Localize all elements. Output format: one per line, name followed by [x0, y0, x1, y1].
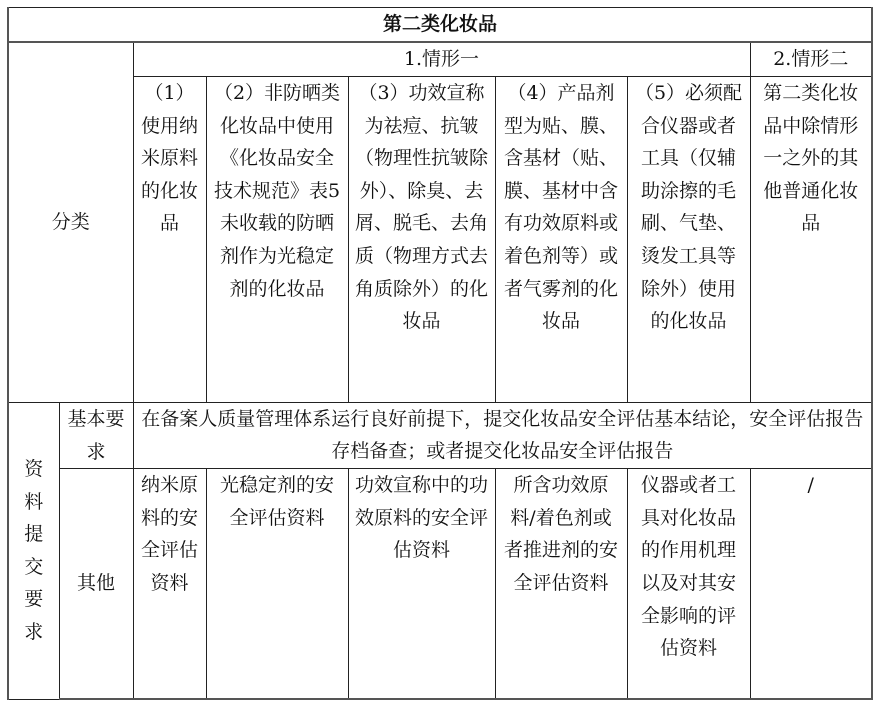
- other-cell-5: [627, 469, 750, 700]
- submission-requirements-text: 资料提交要求: [24, 458, 44, 644]
- situation-1-header: 1.情形一: [133, 42, 750, 77]
- category-text-5: （5）必须配合仪器或者工具（仅辅助涂擦的毛刷、气垫、烫发工具等除外）使用的化妆品: [634, 82, 743, 333]
- other-text-situation-2: /: [807, 474, 814, 497]
- basic-requirement-label: 基本要求: [67, 408, 125, 463]
- situation-header-row: [8, 42, 872, 77]
- category-cell-3: [348, 77, 495, 403]
- other-text-2: 光稳定剂的安全评估资料: [219, 474, 334, 529]
- situation-2-header: 2.情形二: [750, 42, 872, 77]
- other-text-3: 功效宣称中的功效原料的安全评估资料: [354, 474, 488, 562]
- category-cell-4: [495, 77, 627, 403]
- category-row: [8, 77, 872, 403]
- category-text-2: （2）非防晒类化妆品中使用《化妆品安全技术规范》表5未收载的防晒剂作为光稳定剂的化妆品: [213, 82, 341, 300]
- basic-requirement-text: 在备案人质量管理体系运行良好前提下，提交化妆品安全评估基本结论，安全评估报告存档备查；或者提交化妆品安全评估报告: [141, 408, 864, 462]
- other-cell-2: [206, 469, 348, 700]
- cosmetics-category-table: [7, 7, 873, 700]
- submission-requirements-label: [8, 403, 59, 700]
- category-cell-2: [206, 77, 348, 403]
- basic-requirement-label-cell: [59, 403, 133, 469]
- category-text-situation-2: 第二类化妆品中除情形一之外的其他普通化妆品: [763, 82, 859, 235]
- category-text-3: （3）功效宣称为祛痘、抗皱（物理性抗皱除外）、除臭、去屑、脱毛、去角质（物理方式去角质除外）的化妆品: [354, 82, 488, 333]
- other-text-1: 纳米原料的安全评估资料: [140, 474, 198, 594]
- other-cell-3: [348, 469, 495, 700]
- other-label: 其他: [59, 469, 133, 700]
- category-cell-situation-2: [750, 77, 872, 403]
- other-cell-1: [133, 469, 206, 700]
- classification-label: 分类: [8, 42, 133, 403]
- title-row: [8, 8, 872, 43]
- category-cell-1: [133, 77, 206, 403]
- table-title: 第二类化妆品: [8, 8, 872, 43]
- other-text-4: 所含功效原料/着色剂或者推进剂的安全评估资料: [503, 474, 618, 594]
- other-cell-situation-2: [750, 469, 872, 700]
- basic-requirement-cell: [133, 403, 872, 469]
- other-cell-4: [495, 469, 627, 700]
- category-cell-5: [627, 77, 750, 403]
- category-text-1: （1）使用纳米原料的化妆品: [140, 82, 198, 235]
- other-requirement-row: [8, 469, 872, 700]
- other-text-5: 仪器或者工具对化妆品的作用机理以及对其安全影响的评估资料: [640, 474, 736, 660]
- basic-requirement-row: [8, 403, 872, 469]
- category-text-4: （4）产品剂型为贴、膜、含基材（贴、膜、基材中含有功效原料或着色剂等）或者气雾剂的化妆品: [503, 82, 618, 333]
